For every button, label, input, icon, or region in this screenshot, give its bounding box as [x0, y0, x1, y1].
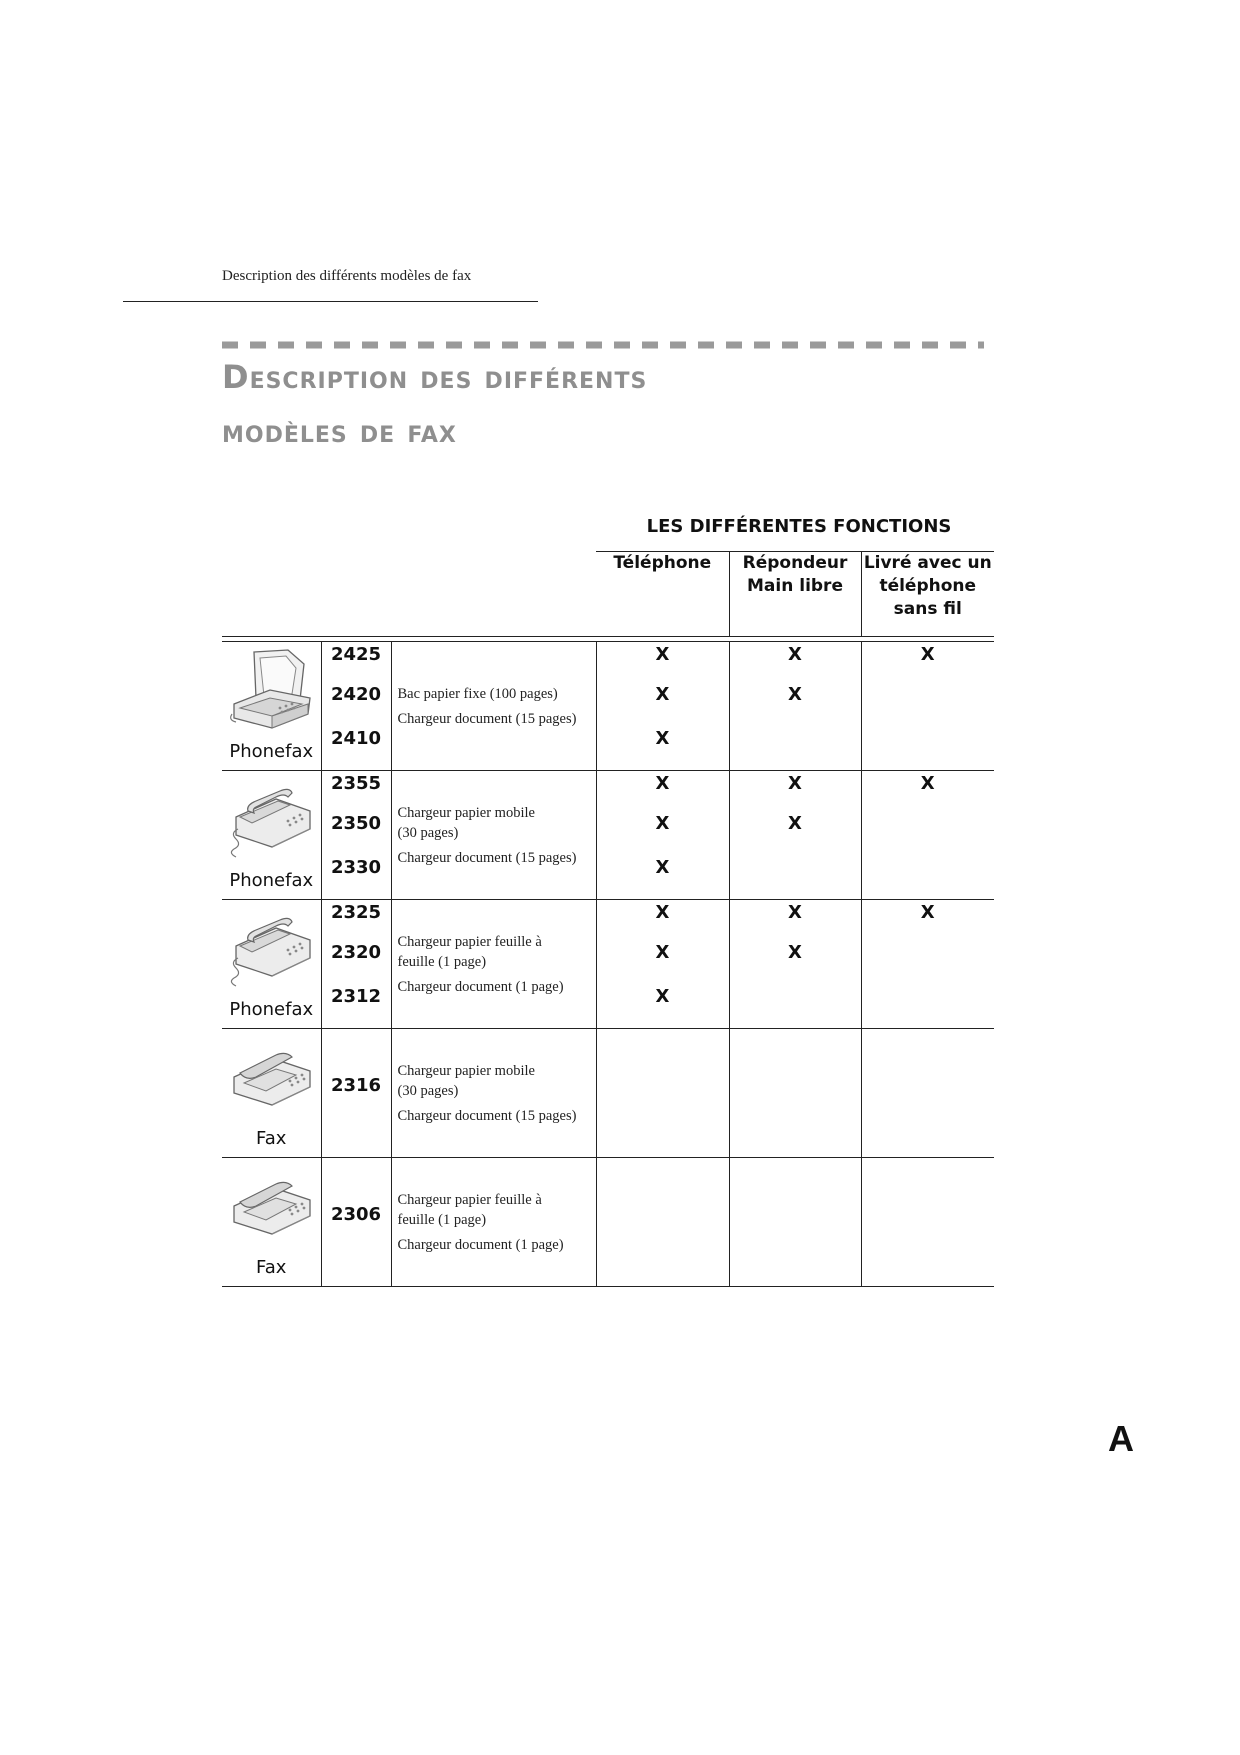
models-table	[222, 551, 994, 1287]
table-row	[222, 642, 994, 771]
check-mark: X	[788, 902, 802, 923]
check-mark: X	[788, 942, 802, 963]
column-header-repondeur: Répondeur Main libre	[729, 552, 861, 637]
page-section-letter: A	[1108, 1418, 1134, 1459]
telephone-cell	[596, 1029, 729, 1158]
telephone-cell	[596, 642, 729, 771]
check-mark: X	[655, 684, 670, 705]
repondeur-cell	[729, 900, 861, 1029]
table-row	[222, 1029, 994, 1158]
model-illustration-cell	[222, 771, 321, 900]
model-illustration-cell	[222, 642, 321, 771]
model-number: 2330	[330, 857, 382, 878]
phonefax-handset-icon	[226, 777, 316, 863]
model-description: Bac papier fixe (100 pages) Chargeur document (15 pages)	[391, 642, 596, 771]
dashed-title-rule	[222, 341, 984, 349]
phonefax-upright-icon	[226, 648, 316, 734]
check-mark: X	[655, 813, 670, 834]
model-number: 2355	[330, 773, 382, 794]
sans-fil-cell	[861, 1029, 994, 1158]
header-rule	[123, 301, 538, 302]
model-number: 2306	[330, 1204, 382, 1225]
check-mark: X	[788, 773, 802, 794]
page-title-line-2: modèles de fax	[222, 412, 457, 450]
sans-fil-cell	[861, 900, 994, 1029]
model-description: Chargeur papier mobile (30 pages) Chargeur document (15 pages)	[391, 1029, 596, 1158]
model-illustration-cell	[222, 1029, 321, 1158]
model-number: 2316	[330, 1075, 382, 1096]
model-illustration-cell	[222, 1158, 321, 1287]
table-row	[222, 1158, 994, 1287]
check-mark: X	[655, 773, 670, 794]
telephone-cell	[596, 900, 729, 1029]
table-row	[222, 771, 994, 900]
repondeur-cell	[729, 642, 861, 771]
model-type-label: Fax	[256, 1128, 287, 1149]
check-mark: X	[655, 857, 670, 878]
check-mark: X	[788, 644, 802, 665]
check-mark: X	[920, 644, 935, 665]
model-number: 2325	[330, 902, 382, 923]
model-description: Chargeur papier feuille à feuille (1 page) Chargeur document (1 page)	[391, 1158, 596, 1287]
check-mark: X	[788, 684, 802, 705]
check-mark: X	[655, 644, 670, 665]
model-type-label: Phonefax	[229, 741, 314, 762]
header-row	[222, 552, 994, 637]
repondeur-cell	[729, 1158, 861, 1287]
column-header-sans-fil: Livré avec un téléphone sans fil	[861, 552, 994, 637]
sans-fil-cell	[861, 642, 994, 771]
model-description: Chargeur papier feuille à feuille (1 page) Chargeur document (1 page)	[391, 900, 596, 1029]
check-mark: X	[655, 986, 670, 1007]
telephone-cell	[596, 1158, 729, 1287]
check-mark: X	[920, 773, 935, 794]
phonefax-handset-icon	[226, 906, 316, 992]
check-mark: X	[655, 942, 670, 963]
check-mark: X	[655, 902, 670, 923]
functions-group-header: LES DIFFÉRENTES FONCTIONS	[646, 516, 952, 537]
repondeur-cell	[729, 771, 861, 900]
model-number: 2410	[330, 728, 382, 749]
model-illustration-cell	[222, 900, 321, 1029]
check-mark: X	[655, 728, 670, 749]
model-number: 2350	[330, 813, 382, 834]
model-type-label: Phonefax	[229, 870, 314, 891]
page-title-line-1: Description des différents	[222, 358, 648, 396]
repondeur-cell	[729, 1029, 861, 1158]
fax-machine-icon	[226, 1164, 316, 1250]
model-number: 2420	[330, 684, 382, 705]
check-mark: X	[920, 902, 935, 923]
column-header-telephone: Téléphone	[596, 552, 729, 637]
model-number: 2312	[330, 986, 382, 1007]
sans-fil-cell	[861, 771, 994, 900]
check-mark: X	[788, 813, 802, 834]
model-type-label: Phonefax	[229, 999, 314, 1020]
running-header: Description des différents modèles de fax	[222, 268, 472, 284]
model-number: 2425	[330, 644, 382, 665]
fax-machine-icon	[226, 1035, 316, 1121]
model-number: 2320	[330, 942, 382, 963]
table-row	[222, 900, 994, 1029]
sans-fil-cell	[861, 1158, 994, 1287]
page-title	[222, 350, 982, 458]
telephone-cell	[596, 771, 729, 900]
model-description: Chargeur papier mobile (30 pages) Chargeur document (15 pages)	[391, 771, 596, 900]
model-type-label: Fax	[256, 1257, 287, 1278]
